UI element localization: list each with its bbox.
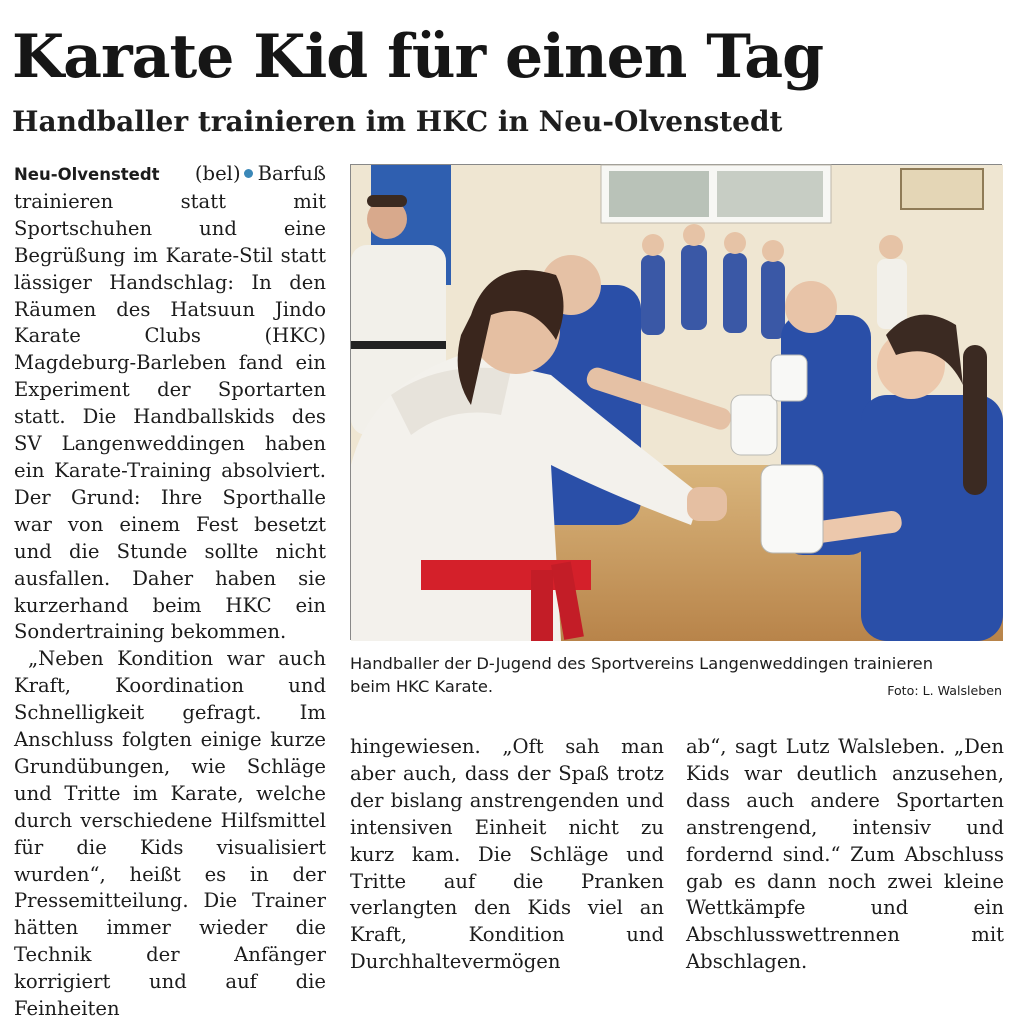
lead-text: Barfuß trainieren statt mit Sportschuhen und eine Begrüßung im Karate-Stil statt lässiger Handschlag: In den Räumen des Hatsuun Jindo Karate Clubs (HKC) Magdeburg-Barleben fand ein Experiment der Sportarten statt. Die Handballskids des SV Langenweddingen haben ein Karate-Training absolviert. Der Grund: Ihre Sporthalle war von einem Fest besetzt und die Stunde sollte nicht ausfallen. Daher haben sie kurzerhand beim HKC ein Sondertraining bekommen. <box>14 162 326 644</box>
article-column-3 <box>686 734 1004 976</box>
caption-line-2: beim HKC Karate. <box>350 677 494 696</box>
column-3-text: ab“, sagt Lutz Walsleben. „Den Kids war deutlich anzusehen, dass auch andere Sportarten anstrengend, intensiv und fordernd sind.“ Zum Abschluss gab es dann noch zwei kleine Wettkämpfe und ein Abschlusswettrennen mit Abschlagen. <box>686 735 1004 974</box>
caption-line-1: Handballer der D-Jugend des Sportvereins Langenweddingen trainieren <box>350 654 934 673</box>
article-column-1 <box>14 161 326 1023</box>
column-2-text: hingewiesen. „Oft sah man aber auch, dass der Spaß trotz der bislang anstrengenden und intensiven Einheit nicht zu kurz kam. Die Schläge und Tritte auf die Pranken verlangten den Kids viel an Kraft, Kondition und Durchhaltevermögen <box>350 735 664 974</box>
dateline-dot-icon <box>244 169 253 178</box>
dateline: Neu-Olvenstedt <box>14 165 160 184</box>
article-photo <box>350 164 1002 640</box>
article-column-2 <box>350 734 664 976</box>
subheadline: Handballer trainieren im HKC in Neu-Olvenstedt <box>12 105 783 138</box>
headline: Karate Kid für einen Tag <box>12 22 824 92</box>
paragraph-2: „Neben Kondition war auch Kraft, Koordination und Schnelligkeit gefragt. Im Anschluss folgten einige kurze Grundübungen, wie Schläge und Tritte im Karate, welche durch verschiedene Hilfsmittel für die Kids visualisiert wurden“, heißt es in der Pressemitteilung. Die Trainer hätten immer wieder die Technik der Anfänger korrigiert und auf die Feinheiten <box>14 647 326 1021</box>
author-code: (bel) <box>194 162 241 185</box>
photo-credit: Foto: L. Walsleben <box>887 683 1002 698</box>
karate-training-photo <box>351 165 1003 641</box>
lead-paragraph <box>14 161 326 646</box>
